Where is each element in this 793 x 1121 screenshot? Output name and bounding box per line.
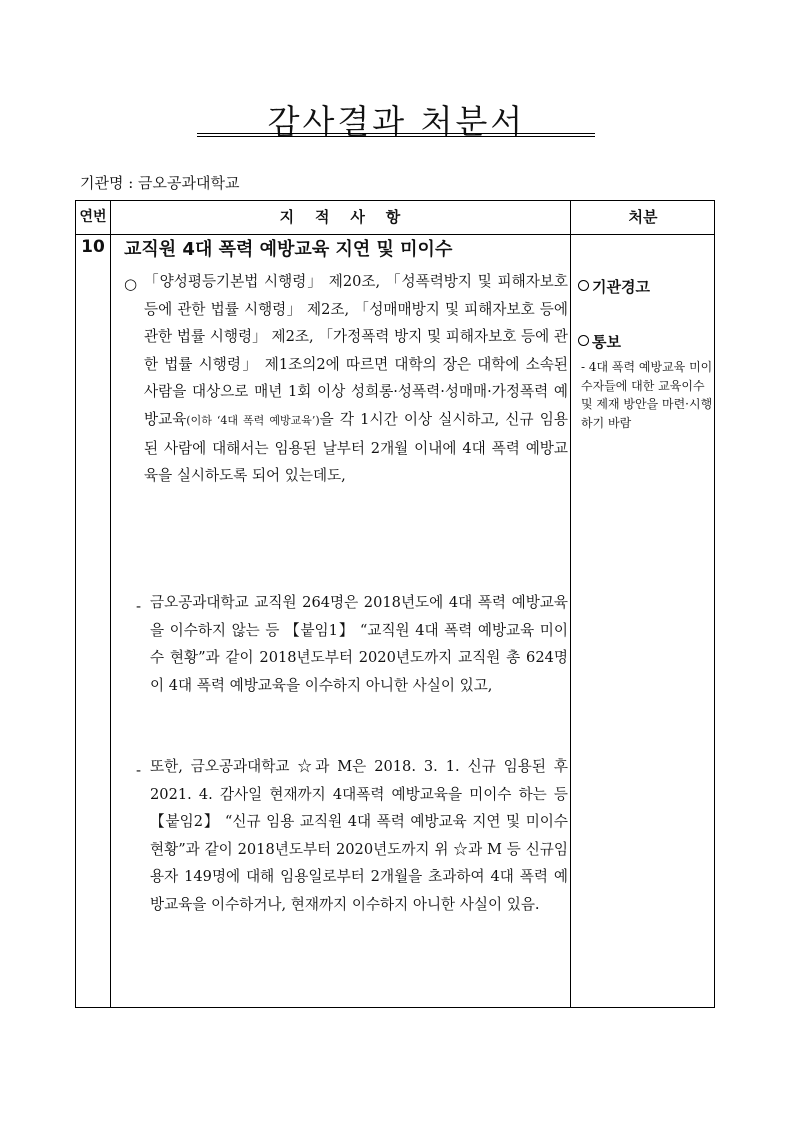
column-divider-disposition [570,201,571,1007]
sub-paragraph-1: 금오공과대학교 교직원 264명은 2018년도에 4대 폭력 예방교육을 이수하지 않는 등 【붙임1】 “교직원 4대 폭력 예방교육 미이수 현황”과 같이 2018년도부터 2020년도까지 교직원 총 624명이 4대 폭력 예방교육을 이수하지 아니한 사실이 있고, [150,594,568,694]
disposition-item-warning-label: 기관경고 [592,278,650,296]
disposition-detail: - 4대 폭력 예방교육 미이수자들에 대한 교육이수 및 제재 방안을 마련·시행하기 바람 [581,360,713,430]
disposition-item-warning [578,276,650,297]
main-paragraph [144,268,568,490]
title-underline [197,133,595,137]
sub-paragraph-2: 또한, 금오공과대학교 ☆과 M은 2018. 3. 1. 신규 임용된 후 2021. 4. 감사일 현재까지 4대폭력 예방교육을 미이수 하는 등 【붙임2】 “신규 임용 교직원 4대 폭력 예방교육 지연 및 미이수 현황”과 같이 2018년도부터 2020년도까지 위 ☆과 M 등 신규임용자 149명에 대해 임용일로부터 2개월을 초과하여 4대 폭력 예방교육을 이수하거나, 현재까지 이수하지 아니한 사실이 있음. [150,758,568,913]
sub-bullet-1: - [136,597,142,615]
circle-bullet-icon [578,335,589,346]
disposition-item-notice [578,331,621,352]
document-title: 감사결과 처분서 [267,102,526,141]
agency-name: 기관명 : 금오공과대학교 [80,174,240,192]
issue-title: 교직원 4대 폭력 예방교육 지연 및 미이수 [124,239,453,260]
circle-bullet-icon [578,280,589,291]
findings-table [75,200,715,1008]
main-paragraph-text: 「양성평등기본법 시행령」 제20조, 「성폭력방지 및 피해자보호 등에 관한 법률 시행령」 제2조, 「성매매방지 및 피해자보호 등에 관한 법률 시행령」 제2조, 「가정폭력 방지 및 피해자보호 등에 관한 법률 시행령」 제1조의2에 따르면 대학의 장은 대학에 소속된 사람을 대상으로 매년 1회 이상 성희롱·성폭력·성매매·가정폭력 예방교육 [144,273,568,428]
header-number: 연번 [79,209,107,225]
sub-bullet-2: - [136,761,142,779]
header-disposition: 처분 [628,208,658,226]
main-bullet: ○ [124,275,138,293]
disposition-item-notice-label: 통보 [592,333,621,351]
column-divider-number [110,201,111,1007]
row-number: 10 [81,237,105,257]
main-paragraph-text-end: 을 각 1시간 이상 실시하고, 신규 임용된 사람에 대해서는 임용된 날부터 2개월 이내에 4대 폭력 예방교육을 실시하도록 되어 있는데도, [144,410,568,485]
main-paragraph-note: (이하 ‘4대 폭력 예방교육’) [186,413,320,427]
header-findings: 지 적 사 항 [279,208,401,226]
